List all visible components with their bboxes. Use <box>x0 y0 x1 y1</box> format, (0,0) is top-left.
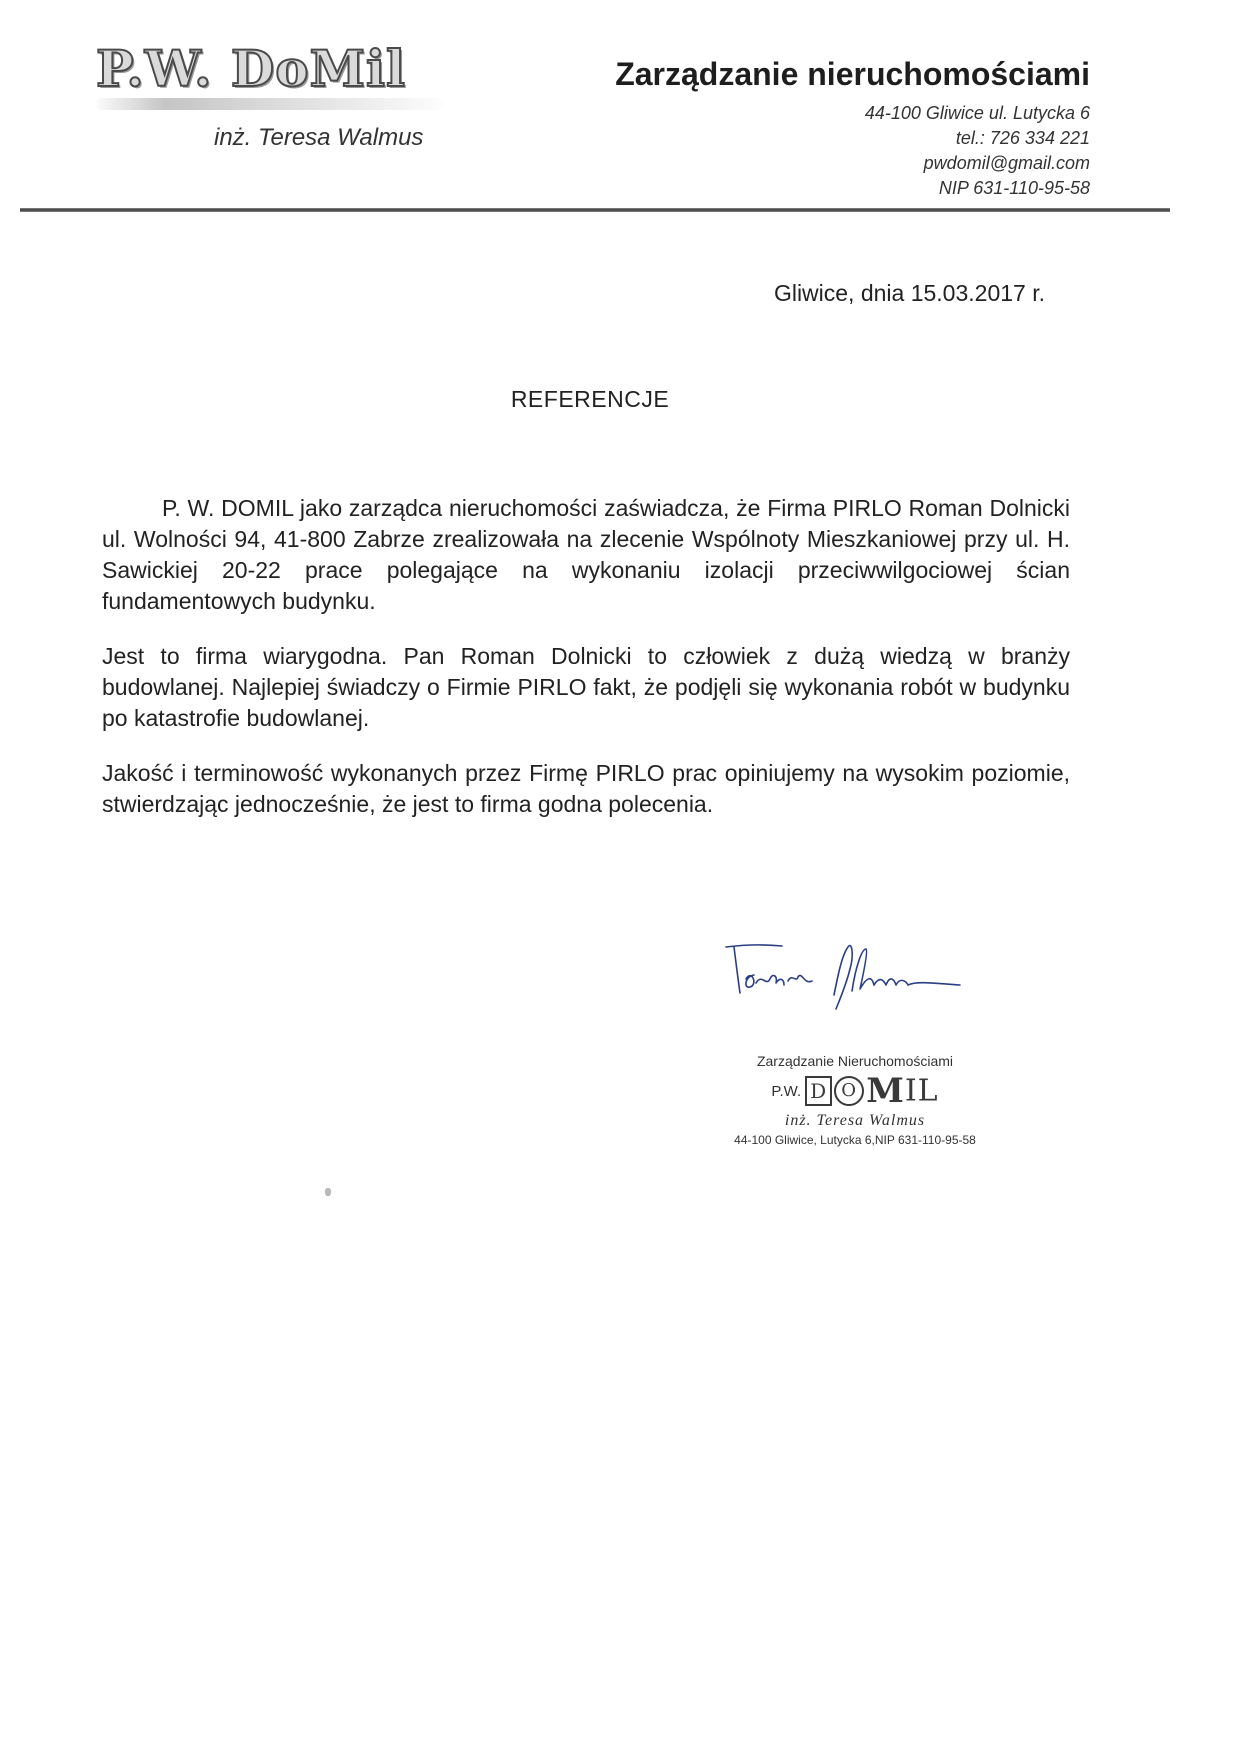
contact-email: pwdomil@gmail.com <box>923 153 1090 173</box>
header-divider <box>20 208 1170 212</box>
handwritten-signature <box>722 935 977 1027</box>
company-stamp <box>690 1053 1020 1147</box>
stamp-prefix: P.W. <box>771 1082 802 1100</box>
stamp-letter-d: D <box>805 1076 832 1106</box>
scan-speck <box>325 1188 331 1196</box>
letter-heading: REFERENCJE <box>510 386 670 412</box>
company-logo <box>96 39 456 124</box>
owner-name: inż. Teresa Walmus <box>214 124 424 151</box>
logo-text: P.W. DoMil <box>96 39 406 98</box>
stamp-address: 44-100 Gliwice, Lutycka 6,NIP 631-110-95-58 <box>734 1133 976 1147</box>
stamp-letter-m: M <box>866 1071 905 1111</box>
paragraph-1: P. W. DOMIL jako zarządca nieruchomości zaświadcza, że Firma PIRLO Roman Dolnicki ul. Wolności 94, 41-800 Zabrze zrealizowała na zlecenie Wspólnoty Mieszkaniowej przy ul. H. Sawickiej 20-22 prace polegające na wykonaniu izolacji przeciwwilgociowej ścian fundamentowych budynku. <box>102 495 1070 614</box>
stamp-brand-row <box>690 1071 1020 1111</box>
contact-nip: NIP 631-110-95-58 <box>938 178 1090 198</box>
logo-streak <box>96 98 446 110</box>
stamp-letters-il: IL <box>904 1073 939 1109</box>
contact-phone: tel.: 726 334 221 <box>955 128 1090 148</box>
stamp-letter-o: O <box>834 1076 864 1106</box>
company-title: Zarządzanie nieruchomościami <box>615 56 1090 92</box>
contact-block <box>700 101 1090 201</box>
contact-address: 44-100 Gliwice ul. Lutycka 6 <box>864 103 1090 123</box>
stamp-owner: inż. Teresa Walmus <box>784 1112 926 1129</box>
paragraph-2: Jest to firma wiarygodna. Pan Roman Dolnicki to człowiek z dużą wiedzą w branży budowlanej. Najlepiej świadczy o Firmie PIRLO fakt, że podjęli się wykonania robót w budynku po katastrofie budowlanej. <box>102 643 1070 731</box>
place-date: Gliwice, dnia 15.03.2017 r. <box>773 280 1045 306</box>
stamp-title: Zarządzanie Nieruchomościami <box>756 1053 954 1069</box>
stamp-brand-logo <box>805 1071 938 1111</box>
paragraph-3: Jakość i terminowość wykonanych przez Firmę PIRLO prac opiniujemy na wysokim poziomie, stwierdzając jednocześnie, że jest to firma godna polecenia. <box>102 760 1070 817</box>
letter-body <box>102 493 1070 844</box>
